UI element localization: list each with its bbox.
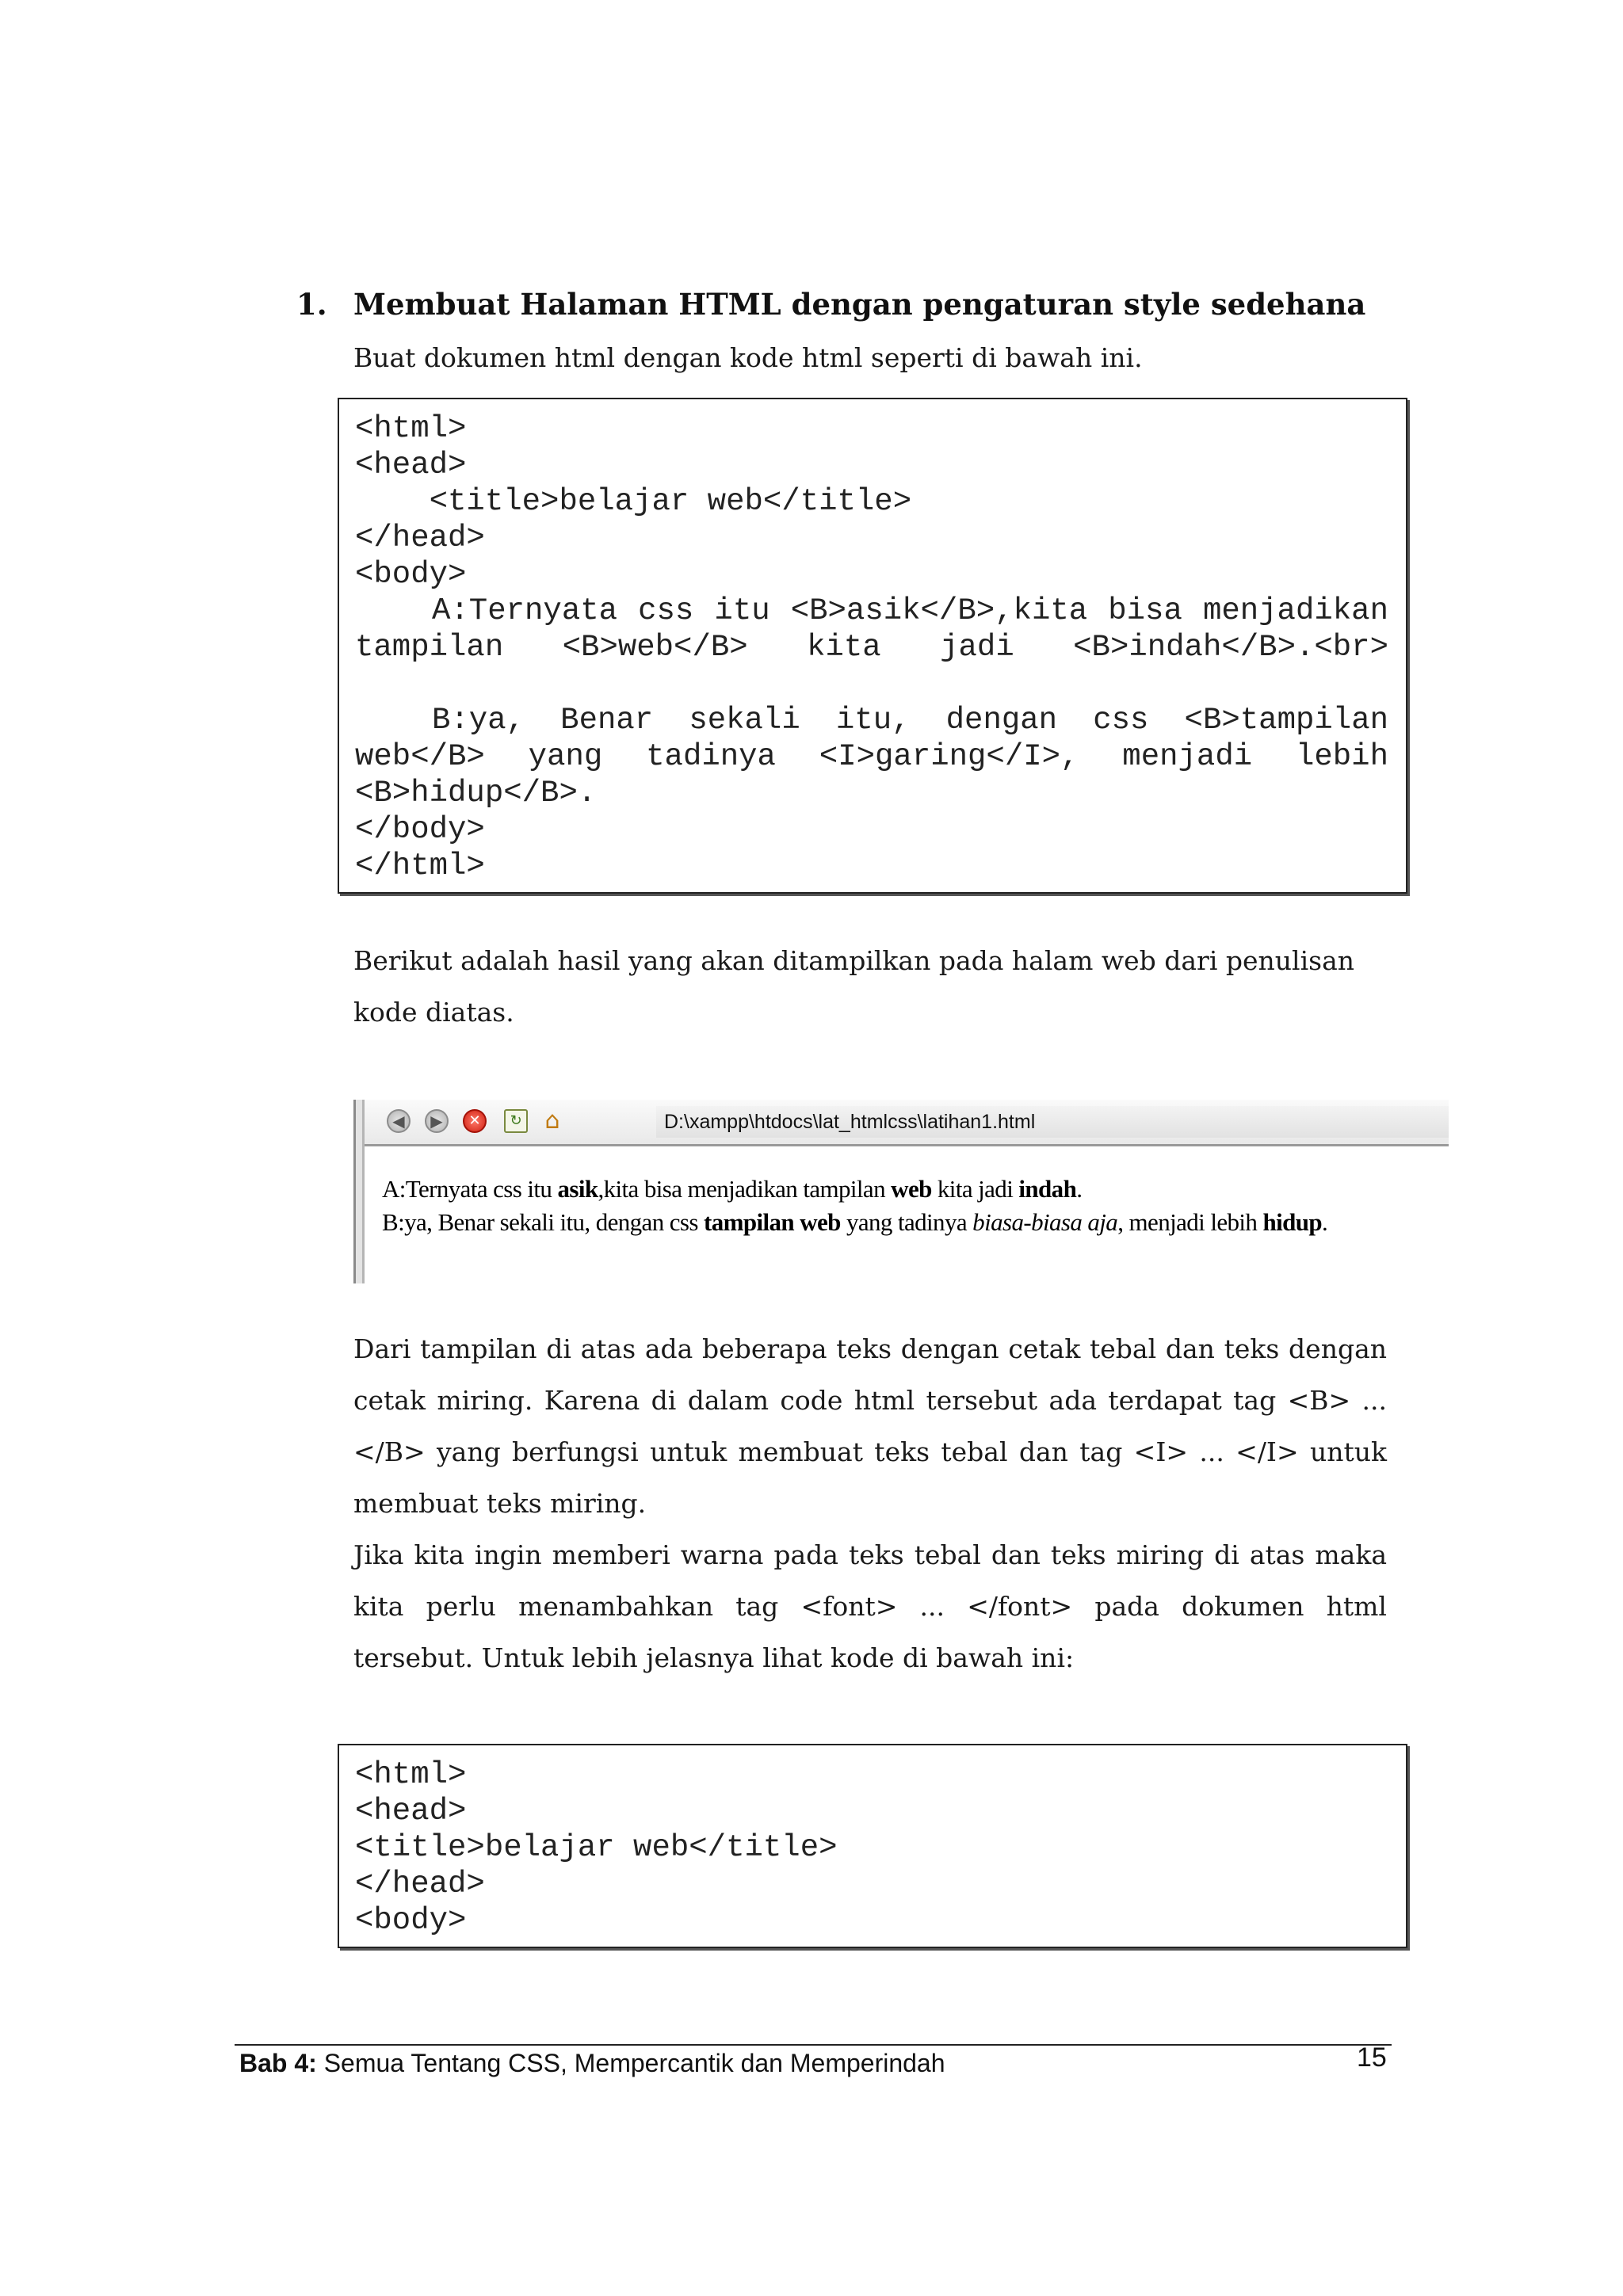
bold-text: web <box>891 1175 932 1203</box>
code-line: <body> <box>355 1903 467 1938</box>
rendered-line-a <box>382 1173 1449 1206</box>
explanation-paragraph: Dari tampilan di atas ada beberapa teks dengan cetak tebal dan teks dengan cetak miring. Karena di dalam code html tersebut ada terdapat tag <B> ... </B> yang berfungsi untuk membuat teks tebal dan tag <I> ... </I> untuk membuat teks miring. <box>353 1333 1387 1519</box>
section-title: Membuat Halaman HTML dengan pengaturan style sedehana <box>353 287 1366 322</box>
code-line: <html> <box>355 411 467 446</box>
forward-icon[interactable]: ▶ <box>425 1109 449 1133</box>
code-line: A:Ternyata css itu <B>asik</B>,kita bisa menjadikan tampilan <B>web</B> kita jadi <B>indah</B>.<br> <box>355 593 1388 665</box>
code-line: </html> <box>355 849 485 883</box>
footer-divider <box>235 2044 1392 2046</box>
code-line: </head> <box>355 521 485 555</box>
text-run: yang tadinya <box>840 1208 973 1236</box>
code-block-2 <box>338 1744 1407 1948</box>
instruction-paragraph: Jika kita ingin memberi warna pada teks tebal dan teks miring di atas maka kita perlu menambahkan tag <font> ... </font> pada dokumen html tersebut. Untuk lebih jelasnya lihat kode di bawah ini: <box>353 1539 1387 1673</box>
bold-text: hidup <box>1262 1208 1323 1236</box>
result-description: Berikut adalah hasil yang akan ditampilkan pada halam web dari penulisan kode diatas. <box>353 945 1355 1028</box>
bold-text: tampilan web <box>704 1208 841 1236</box>
code-line: <title>belajar web</title> <box>355 1830 838 1865</box>
rendered-page-content <box>382 1173 1449 1239</box>
browser-toolbar <box>365 1100 1449 1146</box>
code-line: <html> <box>355 1757 467 1792</box>
text-run: ,kita bisa menjadikan tampilan <box>598 1175 892 1203</box>
text-run: . <box>1322 1208 1328 1236</box>
rendered-line-b <box>382 1206 1449 1239</box>
code-line: </body> <box>355 812 485 847</box>
bold-text: indah <box>1018 1175 1077 1203</box>
text-run: . <box>1076 1175 1083 1203</box>
code-line: <title>belajar web</title> <box>355 484 912 519</box>
chapter-label: Bab 4: <box>239 2049 317 2077</box>
stop-icon[interactable]: ✕ <box>463 1109 487 1133</box>
bold-text: asik <box>557 1175 598 1203</box>
text-run: B:ya, Benar sekali itu, dengan css <box>382 1208 705 1236</box>
text-run: kita jadi <box>931 1175 1019 1203</box>
text-run: A:Ternyata css itu <box>382 1175 558 1203</box>
address-bar[interactable]: D:\xampp\htdocs\lat_htmlcss\latihan1.html <box>656 1106 1449 1138</box>
reload-icon[interactable]: ↻ <box>504 1109 528 1133</box>
code-line: B:ya, Benar sekali itu, dengan css <B>tampilan web</B> yang tadinya <I>garing</I>, menjadi lebih <B>hidup</B>. <box>355 703 1388 810</box>
home-icon[interactable]: ⌂ <box>544 1107 560 1135</box>
window-frame-edge <box>353 1100 365 1283</box>
code-line: <head> <box>355 448 467 482</box>
section-number: 1. <box>296 287 327 322</box>
italic-text: biasa-biasa aja <box>972 1208 1118 1236</box>
code-line: </head> <box>355 1867 485 1901</box>
browser-screenshot <box>353 1100 1449 1283</box>
code-line: <head> <box>355 1794 467 1829</box>
code-line: <body> <box>355 557 467 592</box>
section-intro: Buat dokumen html dengan kode html seperti di bawah ini. <box>353 342 1143 373</box>
chapter-title: Semua Tentang CSS, Mempercantik dan Memperindah <box>316 2049 945 2077</box>
footer-chapter <box>239 2049 945 2078</box>
code-block-1 <box>338 398 1407 894</box>
section-heading <box>296 287 1406 322</box>
text-run: , menjadi lebih <box>1117 1208 1263 1236</box>
page-number: 15 <box>1357 2042 1387 2073</box>
back-icon[interactable]: ◀ <box>387 1109 411 1133</box>
